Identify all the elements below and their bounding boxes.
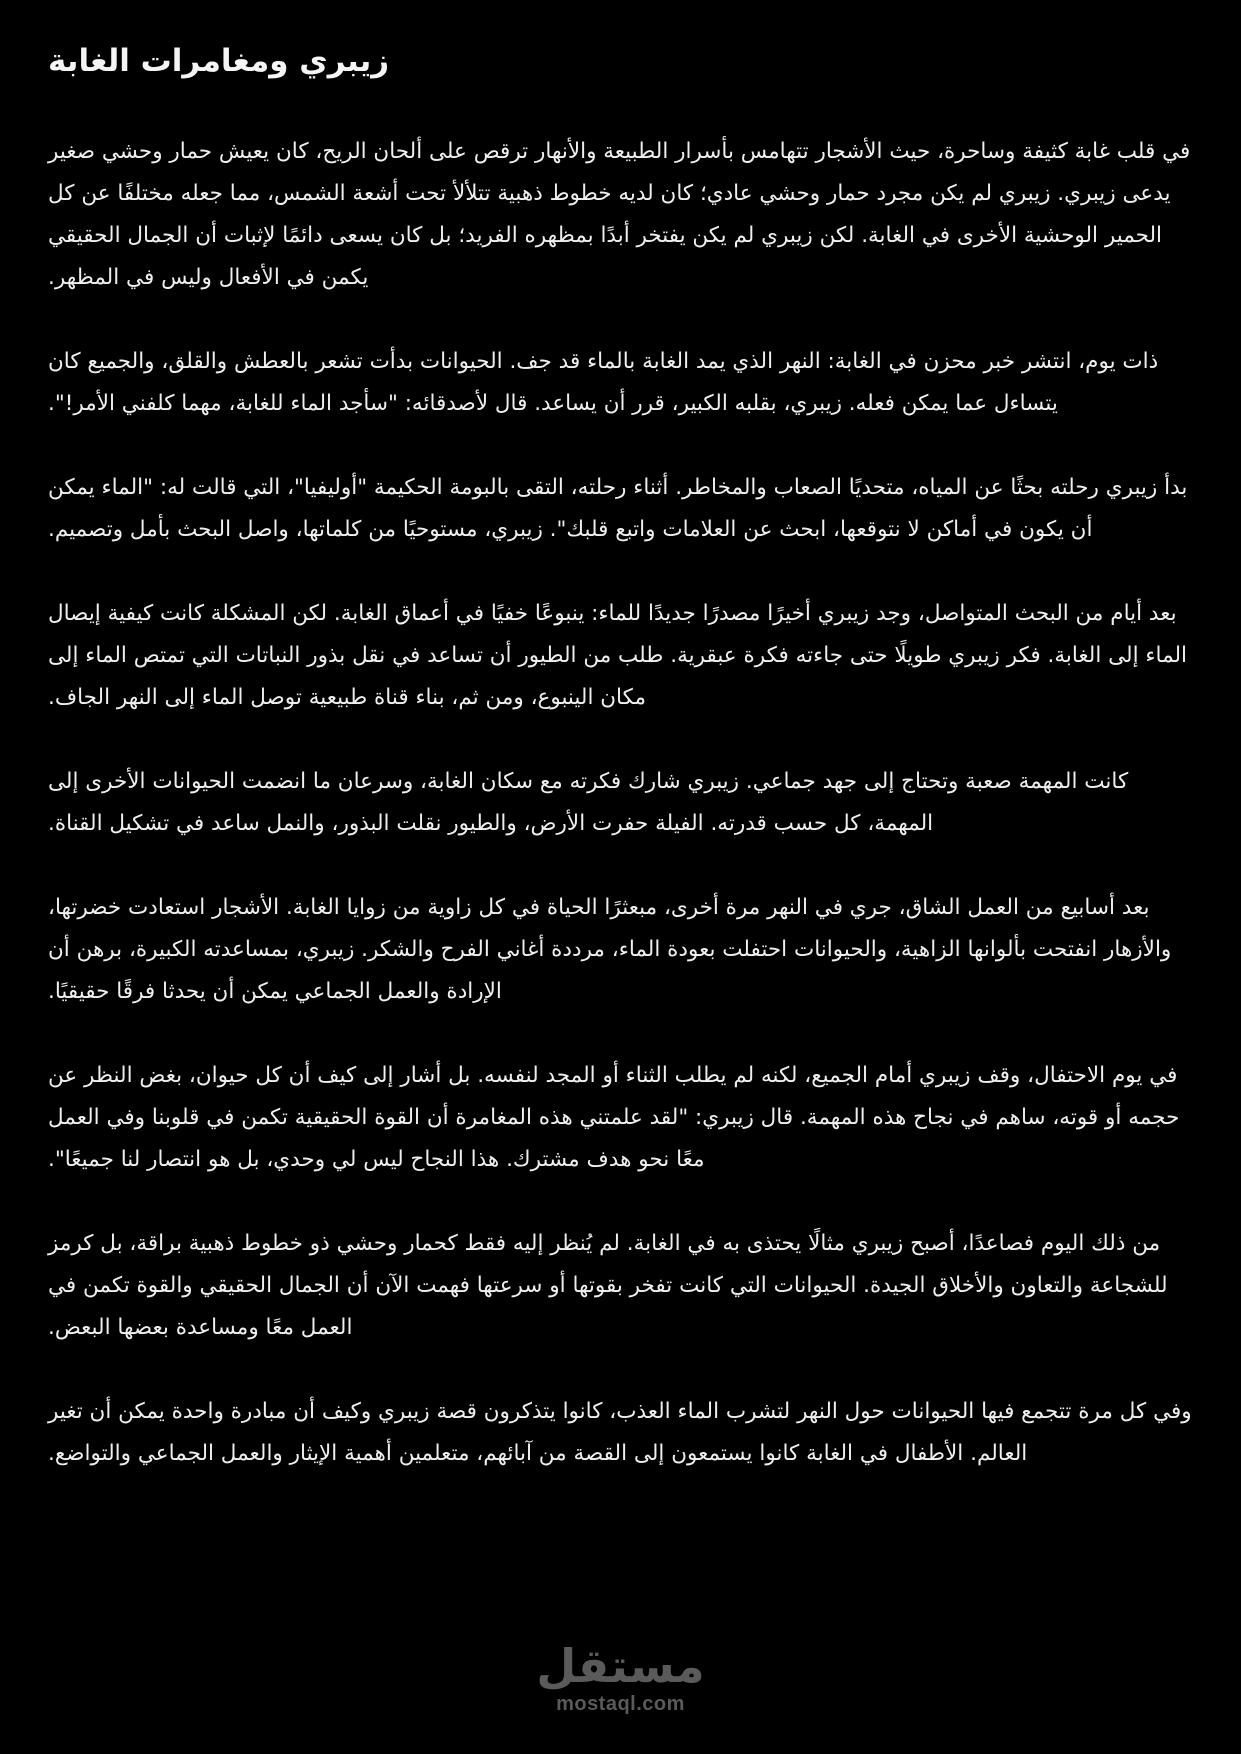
- document-title: زيبري ومغامرات الغابة: [48, 43, 390, 79]
- mostaql-logo: [0, 1640, 1241, 1716]
- story-paragraph: بعد أيام من البحث المتواصل، وجد زيبري أخيرًا مصدرًا جديدًا للماء: ينبوعًا خفيًا في أعماق الغابة. لكن المشكلة كانت كيفية إيصال الماء إلى الغابة. فكر زيبري طويلًا حتى جاءته فكرة عبقرية. طلب من الطيور أن تساعد في نقل بذور النباتات التي تمتص الماء إلى مكان الينبوع، ومن ثم، بناء قناة طبيعية توصل الماء إلى النهر الجاف.: [48, 601, 1188, 710]
- story-paragraph: بعد أسابيع من العمل الشاق، جري في النهر مرة أخرى، مبعثرًا الحياة في كل زاوية من زوايا الغابة. الأشجار استعادت خضرتها، والأزهار انفتحت بألوانها الزاهية، والحيوانات احتفلت بعودة الماء، مرددة أغاني الفرح والشكر. زيبري، بمساعدته الكبيرة، برهن أن الإرادة والعمل الجماعي يمكن أن يحدثا فرقًا حقيقيًا.: [48, 895, 1172, 1004]
- story-paragraph: وفي كل مرة تتجمع فيها الحيوانات حول النهر لتشرب الماء العذب، كانوا يتذكرون قصة زيبري وكيف أن مبادرة واحدة يمكن أن تغير العالم. الأطفال في الغابة كانوا يستمعون إلى القصة من آبائهم، متعلمين أهمية الإيثار والعمل الجماعي والتواضع.: [48, 1399, 1192, 1466]
- logo-domain: mostaql.com: [556, 1693, 685, 1715]
- story-paragraph: في قلب غابة كثيفة وساحرة، حيث الأشجار تتهامس بأسرار الطبيعة والأنهار ترقص على ألحان الريح، كان يعيش حمار وحشي صغير يدعى زيبري. زيبري لم يكن مجرد حمار وحشي عادي؛ كان لديه خطوط ذهبية تتلألأ تحت أشعة الشمس، مما جعله مختلفًا عن كل الحمير الوحشية الأخرى في الغابة. لكن زيبري لم يكن يفتخر أبدًا بمظهره الفريد؛ بل كان يسعى دائمًا لإثبات أن الجمال الحقيقي يكمن في الأفعال وليس في المظهر.: [48, 139, 1191, 290]
- logo-wordmark: مستقل: [536, 1639, 705, 1693]
- story-paragraph: في يوم الاحتفال، وقف زيبري أمام الجميع، لكنه لم يطلب الثناء أو المجد لنفسه. بل أشار إلى كيف أن كل حيوان، بغض النظر عن حجمه أو قوته، ساهم في نجاح هذه المهمة. قال زيبري: "لقد علمتني هذه المغامرة أن القوة الحقيقية تكمن في قلوبنا وفي العمل معًا نحو هدف مشترك. هذا النجاح ليس لي وحدي، بل هو انتصار لنا جميعًا".: [48, 1063, 1180, 1172]
- story-body: [48, 131, 1198, 1517]
- story-paragraph: كانت المهمة صعبة وتحتاج إلى جهد جماعي. زيبري شارك فكرته مع سكان الغابة، وسرعان ما انضمت الحيوانات الأخرى إلى المهمة، كل حسب قدرته. الفيلة حفرت الأرض، والطيور نقلت البذور، والنمل ساعد في تشكيل القناة.: [48, 769, 1129, 836]
- story-paragraph: ذات يوم، انتشر خبر محزن في الغابة: النهر الذي يمد الغابة بالماء قد جف. الحيوانات بدأت تشعر بالعطش والقلق، والجميع كان يتساءل عما يمكن فعله. زيبري، بقلبه الكبير، قرر أن يساعد. قال لأصدقائه: "سأجد الماء للغابة، مهما كلفني الأمر!".: [48, 349, 1159, 416]
- story-paragraph: من ذلك اليوم فصاعدًا، أصبح زيبري مثالًا يحتذى به في الغابة. لم يُنظر إليه فقط كحمار وحشي ذو خطوط ذهبية براقة، بل كرمز للشجاعة والتعاون والأخلاق الجيدة. الحيوانات التي كانت تفخر بقوتها أو سرعتها فهمت الآن أن الجمال الحقيقي والقوة تكمن في العمل معًا ومساعدة بعضها البعض.: [48, 1231, 1168, 1340]
- story-paragraph: بدأ زيبري رحلته بحثًا عن المياه، متحديًا الصعاب والمخاطر. أثناء رحلته، التقى بالبومة الحكيمة "أوليفيا"، التي قالت له: "الماء يمكن أن يكون في أماكن لا نتوقعها، ابحث عن العلامات واتبع قلبك". زيبري، مستوحيًا من كلماتها، واصل البحث بأمل وتصميم.: [48, 475, 1188, 542]
